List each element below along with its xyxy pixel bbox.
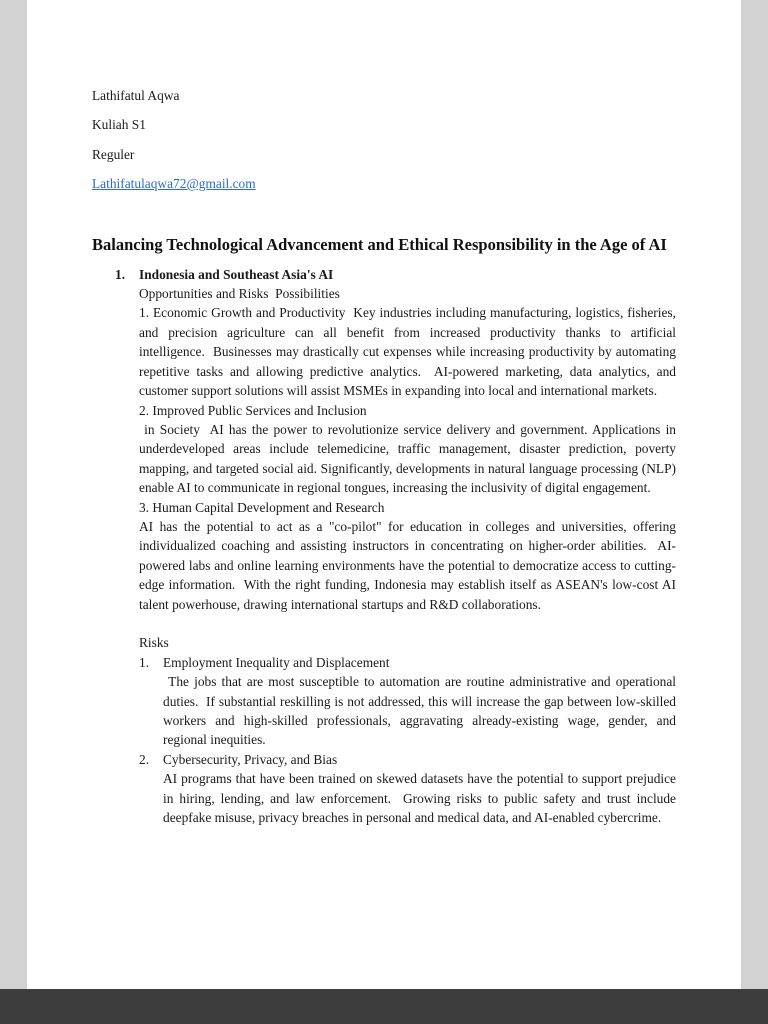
- viewer-left-margin: [0, 0, 27, 989]
- viewer-bottom-bar: [0, 989, 768, 1024]
- email-link[interactable]: Lathifatulaqwa72@gmail.com: [92, 176, 256, 192]
- paragraph-human-capital-heading: 3. Human Capital Development and Research: [139, 499, 385, 515]
- risk-item-1: [139, 653, 676, 750]
- risk-number: 2.: [139, 751, 150, 767]
- program-name: Kuliah S1: [92, 117, 146, 133]
- author-name: Lathifatul Aqwa: [92, 88, 180, 103]
- paragraph-economic-growth: 1. Economic Growth and Productivity Key industries including manufacturing, logistics, fisheries, and precision agriculture can all benefit from increased productivity thanks to artificial intelligence. Businesses may drastically cut expenses while increasing productivity by automating repetitive tasks and allowing predictive analytics. AI-powered marketing, data analytics, and customer support solutions will assist MSMEs in expanding into local and international markets.: [139, 305, 676, 399]
- paragraph-public-services-body: in Society AI has the power to revolutionize service delivery and government. Applications in underdeveloped areas include telemedicine, traffic management, disaster prediction, poverty mapping, and targeted social aid. Significantly, developments in natural language processing (NLP) enable AI to communicate in regional tongues, increasing the inclusivity of digital engagement.: [139, 421, 676, 496]
- risks-heading: Risks: [139, 635, 169, 651]
- risk-body: AI programs that have been trained on skewed datasets have the potential to support prejudice in hiring, lending, and law enforcement. Growing risks to public safety and trust include deepfake misuse, privacy breaches in personal and medical data, and AI-enabled cybercrime.: [163, 771, 676, 826]
- document-header: [92, 86, 676, 193]
- document-page: [27, 0, 741, 989]
- class-type: Reguler: [92, 146, 135, 162]
- paragraph-human-capital-body: AI has the potential to act as a "co-pilot" for education in colleges and universities, offering individualized coaching and assisting instructors in concentrating on higher-order abilities. AI-powered labs and online learning environments have the potential to democratize access to cutting-edge information. With the right funding, Indonesia may establish itself as ASEAN's low-cost AI talent powerhouse, drawing international startups and R&D collaborations.: [139, 518, 676, 612]
- document-title: Balancing Technological Advancement and Ethical Responsibility in the Age of AI: [92, 235, 667, 255]
- risk-heading: Employment Inequality and Displacement: [163, 654, 390, 670]
- viewer-right-margin: [741, 0, 768, 989]
- paragraph-public-services-heading: 2. Improved Public Services and Inclusion: [139, 402, 367, 418]
- risk-number: 1.: [139, 654, 150, 670]
- page-content: [27, 0, 741, 827]
- section-number: 1.: [115, 266, 126, 282]
- risk-item-2: [139, 750, 676, 828]
- numbered-section-1: [92, 265, 676, 828]
- risk-body: The jobs that are most susceptible to automation are routine administrative and operational duties. If substantial reskilling is not addressed, this will increase the gap between low-skilled workers and high-skilled professionals, aggravating already-existing wage, gender, and regional inequities.: [163, 674, 676, 748]
- risk-heading: Cybersecurity, Privacy, and Bias: [163, 751, 338, 767]
- section-subheading: Opportunities and Risks Possibilities: [139, 286, 340, 302]
- section-heading: Indonesia and Southeast Asia's AI: [139, 266, 334, 282]
